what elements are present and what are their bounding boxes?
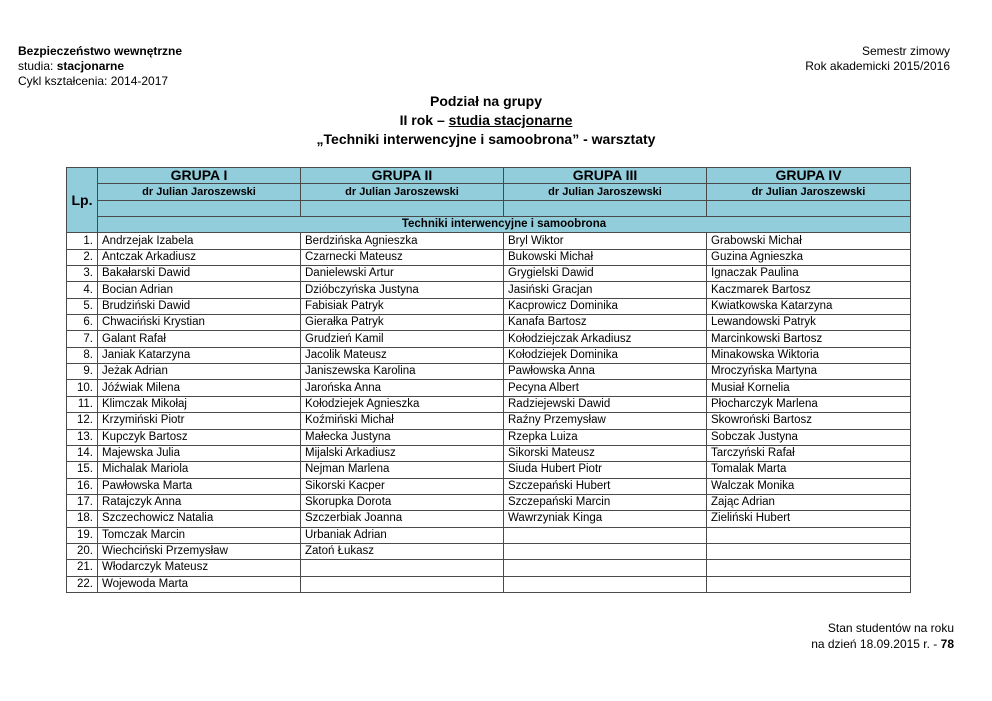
table-row	[67, 315, 911, 331]
table-row	[67, 249, 911, 265]
student-name-group-1: Klimczak Mikołaj	[98, 396, 301, 412]
student-name-group-1: Tomczak Marcin	[98, 527, 301, 543]
header-left	[18, 44, 182, 89]
student-name-group-2: Urbaniak Adrian	[301, 527, 504, 543]
student-name-group-4: Sobczak Justyna	[707, 429, 911, 445]
student-name-group-1: Ratajczyk Anna	[98, 494, 301, 510]
student-name-group-4	[707, 560, 911, 576]
student-name-group-2: Czarnecki Mateusz	[301, 249, 504, 265]
group-header-1: GRUPA I	[98, 168, 301, 184]
student-name-group-1: Jeżak Adrian	[98, 364, 301, 380]
student-name-group-3: Siuda Hubert Piotr	[504, 462, 707, 478]
student-name-group-3: Szczepański Marcin	[504, 494, 707, 510]
student-name-group-1: Wojewoda Marta	[98, 576, 301, 592]
academic-year: Rok akademicki 2015/2016	[805, 59, 950, 73]
student-name-group-1: Kupczyk Bartosz	[98, 429, 301, 445]
student-name-group-2: Danielewski Artur	[301, 266, 504, 282]
study-mode-value: stacjonarne	[56, 59, 125, 73]
student-name-group-3: Kacprowicz Dominika	[504, 298, 707, 314]
table-row	[67, 396, 911, 412]
row-number: 7.	[67, 331, 98, 347]
row-number: 13.	[67, 429, 98, 445]
student-name-group-4: Tomalak Marta	[707, 462, 911, 478]
student-name-group-2: Sikorski Kacper	[301, 478, 504, 494]
student-name-group-2: Jacolik Mateusz	[301, 347, 504, 363]
row-number: 8.	[67, 347, 98, 363]
student-name-group-1: Galant Rafał	[98, 331, 301, 347]
student-name-group-1: Janiak Katarzyna	[98, 347, 301, 363]
student-name-group-3: Grygielski Dawid	[504, 266, 707, 282]
student-name-group-4: Płocharczyk Marlena	[707, 396, 911, 412]
group-header-2: GRUPA II	[301, 168, 504, 184]
student-name-group-3: Pecyna Albert	[504, 380, 707, 396]
student-name-group-4: Guzina Agnieszka	[707, 249, 911, 265]
student-name-group-4: Lewandowski Patryk	[707, 315, 911, 331]
student-name-group-1: Majewska Julia	[98, 445, 301, 461]
spacer-cell	[504, 200, 707, 216]
student-name-group-3: Rzepka Luiza	[504, 429, 707, 445]
subject-name: Techniki interwencyjne i samoobrona	[98, 217, 911, 233]
student-name-group-4: Walczak Monika	[707, 478, 911, 494]
student-name-group-2: Skorupka Dorota	[301, 494, 504, 510]
table-row	[67, 429, 911, 445]
student-name-group-1: Bocian Adrian	[98, 282, 301, 298]
student-name-group-3: Sikorski Mateusz	[504, 445, 707, 461]
tutor-group-1: dr Julian Jaroszewski	[98, 184, 301, 200]
student-name-group-3: Jasiński Gracjan	[504, 282, 707, 298]
student-name-group-3: Raźny Przemysław	[504, 413, 707, 429]
student-name-group-3: Radziejewski Dawid	[504, 396, 707, 412]
student-name-group-1: Krzymiński Piotr	[98, 413, 301, 429]
student-name-group-4: Tarczyński Rafał	[707, 445, 911, 461]
student-name-group-1: Michalak Mariola	[98, 462, 301, 478]
row-number: 22.	[67, 576, 98, 592]
student-name-group-2: Grudzień Kamil	[301, 331, 504, 347]
row-number: 19.	[67, 527, 98, 543]
group-table	[66, 167, 911, 593]
student-name-group-3	[504, 576, 707, 592]
table-row	[67, 494, 911, 510]
student-name-group-3	[504, 527, 707, 543]
student-name-group-4: Kaczmarek Bartosz	[707, 282, 911, 298]
group-header-3: GRUPA III	[504, 168, 707, 184]
table-row	[67, 331, 911, 347]
student-name-group-1: Bakałarski Dawid	[98, 266, 301, 282]
study-mode	[18, 59, 182, 74]
student-name-group-3	[504, 543, 707, 559]
title-line-2-prefix: II rok –	[399, 112, 449, 128]
student-name-group-4: Skowroński Bartosz	[707, 413, 911, 429]
student-name-group-1: Chwaciński Krystian	[98, 315, 301, 331]
student-name-group-2: Szczerbiak Joanna	[301, 511, 504, 527]
student-name-group-1: Wiechciński Przemysław	[98, 543, 301, 559]
table-row	[67, 347, 911, 363]
document-title	[0, 92, 972, 149]
student-name-group-1: Antczak Arkadiusz	[98, 249, 301, 265]
student-name-group-2: Janiszewska Karolina	[301, 364, 504, 380]
student-name-group-2: Gierałka Patryk	[301, 315, 504, 331]
table-row	[67, 478, 911, 494]
student-name-group-4: Grabowski Michał	[707, 233, 911, 249]
row-number: 16.	[67, 478, 98, 494]
tutor-group-3: dr Julian Jaroszewski	[504, 184, 707, 200]
student-name-group-3: Bukowski Michał	[504, 249, 707, 265]
student-name-group-4: Minakowska Wiktoria	[707, 347, 911, 363]
row-number: 2.	[67, 249, 98, 265]
student-name-group-4: Ignaczak Paulina	[707, 266, 911, 282]
footer-note	[811, 620, 954, 652]
student-name-group-4: Kwiatkowska Katarzyna	[707, 298, 911, 314]
table-row	[67, 445, 911, 461]
student-name-group-2: Zatoń Łukasz	[301, 543, 504, 559]
student-name-group-2: Jarońska Anna	[301, 380, 504, 396]
student-name-group-2: Dzióbczyńska Justyna	[301, 282, 504, 298]
title-line-3: „Techniki interwencyjne i samoobrona” - warsztaty	[316, 131, 656, 147]
student-count: 78	[940, 637, 954, 651]
student-name-group-4	[707, 576, 911, 592]
student-name-group-2: Nejman Marlena	[301, 462, 504, 478]
student-name-group-3: Wawrzyniak Kinga	[504, 511, 707, 527]
student-name-group-2	[301, 560, 504, 576]
student-name-group-2: Mijalski Arkadiusz	[301, 445, 504, 461]
student-name-group-4: Zając Adrian	[707, 494, 911, 510]
spacer-cell	[98, 200, 301, 216]
student-name-group-2	[301, 576, 504, 592]
student-name-group-1: Pawłowska Marta	[98, 478, 301, 494]
semester: Semestr zimowy	[861, 44, 950, 58]
row-number: 11.	[67, 396, 98, 412]
header-right	[805, 44, 950, 74]
student-name-group-2: Małecka Justyna	[301, 429, 504, 445]
footer-date: na dzień 18.09.2015 r. -	[811, 637, 941, 651]
student-name-group-4: Marcinkowski Bartosz	[707, 331, 911, 347]
row-number: 9.	[67, 364, 98, 380]
student-name-group-3: Kołodziejczak Arkadiusz	[504, 331, 707, 347]
tutor-group-2: dr Julian Jaroszewski	[301, 184, 504, 200]
table-row	[67, 511, 911, 527]
title-line-2-underlined: studia stacjonarne	[448, 112, 573, 128]
student-name-group-1: Brudziński Dawid	[98, 298, 301, 314]
row-number: 10.	[67, 380, 98, 396]
student-name-group-2: Kołodziejek Agnieszka	[301, 396, 504, 412]
student-name-group-4: Zieliński Hubert	[707, 511, 911, 527]
title-line-2	[0, 111, 972, 130]
student-name-group-4	[707, 527, 911, 543]
study-mode-label: studia:	[18, 59, 57, 73]
student-name-group-4: Musiał Kornelia	[707, 380, 911, 396]
tutor-group-4: dr Julian Jaroszewski	[707, 184, 911, 200]
spacer-cell	[707, 200, 911, 216]
row-number: 15.	[67, 462, 98, 478]
title-line-1: Podział na grupy	[429, 93, 542, 109]
student-name-group-2: Berdzińska Agnieszka	[301, 233, 504, 249]
row-number: 12.	[67, 413, 98, 429]
footer-line-1: Stan studentów na roku	[827, 621, 954, 635]
student-name-group-2: Fabisiak Patryk	[301, 298, 504, 314]
student-name-group-3: Szczepański Hubert	[504, 478, 707, 494]
table-row	[67, 364, 911, 380]
student-name-group-2: Koźmiński Michał	[301, 413, 504, 429]
table-row	[67, 233, 911, 249]
row-number: 5.	[67, 298, 98, 314]
row-number: 1.	[67, 233, 98, 249]
student-name-group-3: Kanafa Bartosz	[504, 315, 707, 331]
table-row	[67, 462, 911, 478]
institution-name: Bezpieczeństwo wewnętrzne	[18, 44, 183, 58]
student-name-group-1: Andrzejak Izabela	[98, 233, 301, 249]
study-cycle: Cykl kształcenia: 2014-2017	[18, 74, 169, 88]
row-number: 21.	[67, 560, 98, 576]
table-row	[67, 380, 911, 396]
student-name-group-3: Pawłowska Anna	[504, 364, 707, 380]
row-number: 17.	[67, 494, 98, 510]
table-row	[67, 527, 911, 543]
row-number: 6.	[67, 315, 98, 331]
student-name-group-3: Bryl Wiktor	[504, 233, 707, 249]
row-number: 14.	[67, 445, 98, 461]
row-number: 3.	[67, 266, 98, 282]
footer-line-2	[811, 636, 954, 652]
student-name-group-3: Kołodziejek Dominika	[504, 347, 707, 363]
student-name-group-4	[707, 543, 911, 559]
group-header-4: GRUPA IV	[707, 168, 911, 184]
student-name-group-1: Włodarczyk Mateusz	[98, 560, 301, 576]
table-row	[67, 576, 911, 592]
table-row	[67, 298, 911, 314]
table-row	[67, 266, 911, 282]
row-number: 4.	[67, 282, 98, 298]
table-row	[67, 413, 911, 429]
student-name-group-4: Mroczyńska Martyna	[707, 364, 911, 380]
student-name-group-1: Szczechowicz Natalia	[98, 511, 301, 527]
row-number: 18.	[67, 511, 98, 527]
table-row	[67, 560, 911, 576]
student-name-group-3	[504, 560, 707, 576]
table-row	[67, 282, 911, 298]
lp-header: Lp.	[67, 168, 98, 233]
spacer-cell	[301, 200, 504, 216]
table-row	[67, 543, 911, 559]
row-number: 20.	[67, 543, 98, 559]
student-name-group-1: Jóźwiak Milena	[98, 380, 301, 396]
